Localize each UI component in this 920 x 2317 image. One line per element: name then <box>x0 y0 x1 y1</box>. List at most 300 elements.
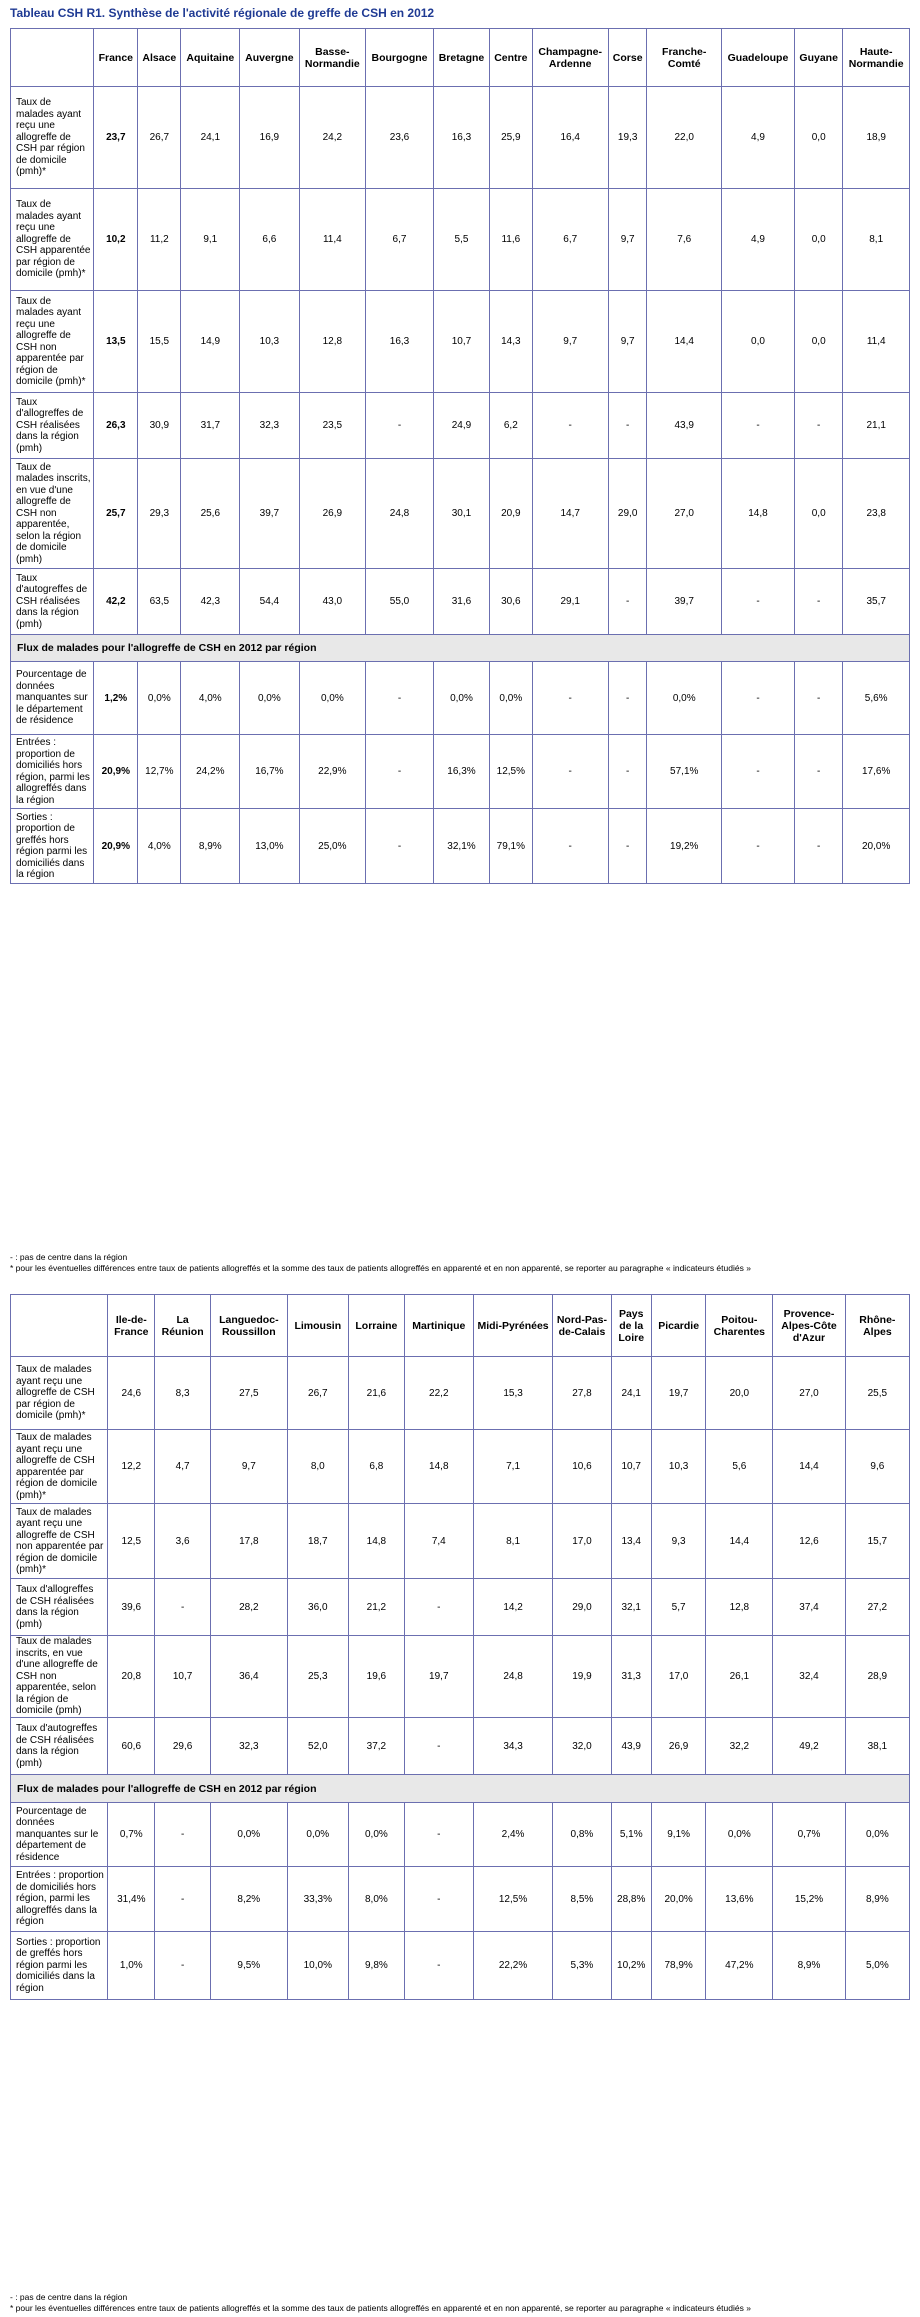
value-cell: 8,9% <box>181 809 240 884</box>
value-cell: - <box>155 1803 211 1867</box>
value-cell: 37,2 <box>348 1718 404 1775</box>
value-cell: 37,4 <box>773 1579 845 1636</box>
value-cell: 7,6 <box>647 189 721 291</box>
value-cell: 19,2% <box>647 809 721 884</box>
value-cell: 11,4 <box>843 291 910 393</box>
value-cell: 2,4% <box>473 1803 553 1867</box>
value-cell: 8,1 <box>473 1504 553 1579</box>
value-cell: 6,8 <box>348 1430 404 1504</box>
value-cell: 20,8 <box>108 1636 155 1718</box>
value-cell: 27,0 <box>647 459 721 569</box>
column-header: Lorraine <box>348 1295 404 1357</box>
value-cell: 32,1% <box>433 809 489 884</box>
row-label: Taux de malades ayant reçu une allogreffe de CSH par région de domicile (pmh)* <box>11 1357 108 1430</box>
row-label: Taux de malades inscrits, en vue d'une allogreffe de CSH non apparentée, selon la région de domicile (pmh) <box>11 459 94 569</box>
value-cell: 21,6 <box>348 1357 404 1430</box>
value-cell: 30,1 <box>433 459 489 569</box>
value-cell: 11,4 <box>299 189 366 291</box>
value-cell: 20,0% <box>651 1867 705 1932</box>
value-cell: 6,7 <box>366 189 434 291</box>
column-header: Rhône-Alpes <box>845 1295 909 1357</box>
value-cell: 24,8 <box>366 459 434 569</box>
value-cell: 8,3 <box>155 1357 211 1430</box>
value-cell: 0,0% <box>845 1803 909 1867</box>
value-cell: - <box>795 809 843 884</box>
value-cell: 19,7 <box>651 1357 705 1430</box>
value-cell: 5,3% <box>553 1932 611 2000</box>
value-cell: 11,2 <box>138 189 181 291</box>
value-cell: 49,2 <box>773 1718 845 1775</box>
value-cell: 0,0 <box>795 291 843 393</box>
value-cell: 20,0% <box>843 809 910 884</box>
table-row <box>11 735 910 809</box>
value-cell: 7,1 <box>473 1430 553 1504</box>
value-cell: 10,2% <box>611 1932 651 2000</box>
value-cell: - <box>532 735 608 809</box>
value-cell: 25,6 <box>181 459 240 569</box>
value-cell: 15,5 <box>138 291 181 393</box>
value-cell: 14,4 <box>647 291 721 393</box>
value-cell: 0,8% <box>553 1803 611 1867</box>
value-cell: 13,6% <box>706 1867 773 1932</box>
value-cell: 13,5 <box>94 291 138 393</box>
column-header: Centre <box>490 29 533 87</box>
column-header: La Réunion <box>155 1295 211 1357</box>
row-label: Taux d'allogreffes de CSH réalisées dans la région (pmh) <box>11 1579 108 1636</box>
value-cell: 8,9% <box>845 1867 909 1932</box>
value-cell: - <box>721 393 794 459</box>
value-cell: 36,4 <box>211 1636 288 1718</box>
table-row <box>11 1579 910 1636</box>
value-cell: 47,2% <box>706 1932 773 2000</box>
value-cell: 19,7 <box>404 1636 473 1718</box>
value-cell: 29,1 <box>532 569 608 635</box>
value-cell: 19,3 <box>608 87 647 189</box>
table-row <box>11 1636 910 1718</box>
value-cell: 9,5% <box>211 1932 288 2000</box>
table-1-notes <box>10 1252 751 1274</box>
value-cell: - <box>366 662 434 735</box>
value-cell: 10,7 <box>155 1636 211 1718</box>
value-cell: 78,9% <box>651 1932 705 2000</box>
corner-cell <box>11 1295 108 1357</box>
table-row <box>11 809 910 884</box>
table-row <box>11 1932 910 2000</box>
column-header: Ile-de-France <box>108 1295 155 1357</box>
value-cell: - <box>608 393 647 459</box>
value-cell: - <box>532 393 608 459</box>
value-cell: 0,0% <box>287 1803 348 1867</box>
value-cell: 11,6 <box>490 189 533 291</box>
value-cell: 28,2 <box>211 1579 288 1636</box>
value-cell: 42,3 <box>181 569 240 635</box>
value-cell: 43,0 <box>299 569 366 635</box>
value-cell: - <box>366 393 434 459</box>
value-cell: 9,1 <box>181 189 240 291</box>
value-cell: 5,5 <box>433 189 489 291</box>
value-cell: 0,0 <box>795 87 843 189</box>
value-cell: 24,1 <box>611 1357 651 1430</box>
value-cell: 18,7 <box>287 1504 348 1579</box>
value-cell: 3,6 <box>155 1504 211 1579</box>
value-cell: 25,3 <box>287 1636 348 1718</box>
table-row <box>11 189 910 291</box>
value-cell: 26,7 <box>287 1357 348 1430</box>
value-cell: 27,5 <box>211 1357 288 1430</box>
value-cell: 12,5 <box>108 1504 155 1579</box>
value-cell: 14,9 <box>181 291 240 393</box>
value-cell: 12,8 <box>706 1579 773 1636</box>
value-cell: 12,7% <box>138 735 181 809</box>
row-label: Taux de malades inscrits, en vue d'une allogreffe de CSH non apparentée, selon la région de domicile (pmh) <box>11 1636 108 1718</box>
value-cell: 8,0 <box>287 1430 348 1504</box>
value-cell: 5,7 <box>651 1579 705 1636</box>
value-cell: 29,0 <box>553 1579 611 1636</box>
value-cell: 14,4 <box>706 1504 773 1579</box>
value-cell: 0,0% <box>647 662 721 735</box>
note-differences: * pour les éventuelles différences entre taux de patients allogreffés et la somme des taux de patients allogreffés en apparenté et en non apparenté, se reporter au paragraphe « indicateurs étudiés » <box>10 2303 751 2313</box>
note-no-centre: - : pas de centre dans la région <box>10 2292 128 2302</box>
column-header: Guadeloupe <box>721 29 794 87</box>
value-cell: 27,0 <box>773 1357 845 1430</box>
column-header: Picardie <box>651 1295 705 1357</box>
value-cell: 0,0 <box>795 189 843 291</box>
value-cell: 6,6 <box>240 189 299 291</box>
value-cell: 13,4 <box>611 1504 651 1579</box>
table-2-notes <box>10 2292 751 2314</box>
value-cell: 39,7 <box>647 569 721 635</box>
value-cell: - <box>366 809 434 884</box>
value-cell: 0,0 <box>721 291 794 393</box>
value-cell: 7,4 <box>404 1504 473 1579</box>
value-cell: 0,0% <box>490 662 533 735</box>
value-cell: - <box>721 735 794 809</box>
value-cell: 0,0% <box>138 662 181 735</box>
value-cell: 16,3% <box>433 735 489 809</box>
value-cell: - <box>795 393 843 459</box>
value-cell: 38,1 <box>845 1718 909 1775</box>
column-header: France <box>94 29 138 87</box>
value-cell: 8,1 <box>843 189 910 291</box>
value-cell: 55,0 <box>366 569 434 635</box>
value-cell: 22,0 <box>647 87 721 189</box>
value-cell: 25,9 <box>490 87 533 189</box>
value-cell: 9,7 <box>532 291 608 393</box>
note-no-centre: - : pas de centre dans la région <box>10 1252 128 1262</box>
value-cell: 27,2 <box>845 1579 909 1636</box>
row-label: Sorties : proportion de greffés hors région parmi les domiciliés dans la région <box>11 809 94 884</box>
value-cell: 10,2 <box>94 189 138 291</box>
value-cell: 32,1 <box>611 1579 651 1636</box>
value-cell: 17,0 <box>651 1636 705 1718</box>
value-cell: 9,8% <box>348 1932 404 2000</box>
value-cell: 9,6 <box>845 1430 909 1504</box>
value-cell: - <box>608 569 647 635</box>
table-row <box>11 1504 910 1579</box>
value-cell: 17,0 <box>553 1504 611 1579</box>
value-cell: 42,2 <box>94 569 138 635</box>
value-cell: 0,0% <box>433 662 489 735</box>
value-cell: 30,6 <box>490 569 533 635</box>
value-cell: 14,7 <box>532 459 608 569</box>
table-row <box>11 1430 910 1504</box>
column-header: Franche-Comté <box>647 29 721 87</box>
value-cell: 20,0 <box>706 1357 773 1430</box>
value-cell: 5,1% <box>611 1803 651 1867</box>
value-cell: 4,9 <box>721 189 794 291</box>
value-cell: 17,8 <box>211 1504 288 1579</box>
value-cell: 24,8 <box>473 1636 553 1718</box>
column-header: Pays de la Loire <box>611 1295 651 1357</box>
value-cell: 14,2 <box>473 1579 553 1636</box>
value-cell: 16,7% <box>240 735 299 809</box>
value-cell: 9,1% <box>651 1803 705 1867</box>
row-label: Taux d'autogreffes de CSH réalisées dans la région (pmh) <box>11 569 94 635</box>
value-cell: 16,3 <box>433 87 489 189</box>
value-cell: 24,9 <box>433 393 489 459</box>
table-row <box>11 1718 910 1775</box>
value-cell: - <box>608 809 647 884</box>
column-header: Bretagne <box>433 29 489 87</box>
row-label: Taux d'autogreffes de CSH réalisées dans la région (pmh) <box>11 1718 108 1775</box>
value-cell: 22,9% <box>299 735 366 809</box>
value-cell: 32,3 <box>240 393 299 459</box>
value-cell: 14,3 <box>490 291 533 393</box>
column-header: Alsace <box>138 29 181 87</box>
table-row <box>11 1867 910 1932</box>
value-cell: 0,0% <box>240 662 299 735</box>
table-row <box>11 1357 910 1430</box>
value-cell: 24,2% <box>181 735 240 809</box>
column-header: Bourgogne <box>366 29 434 87</box>
column-header: Poitou-Charentes <box>706 1295 773 1357</box>
value-cell: - <box>404 1803 473 1867</box>
value-cell: 5,6 <box>706 1430 773 1504</box>
value-cell: - <box>155 1579 211 1636</box>
value-cell: 8,9% <box>773 1932 845 2000</box>
value-cell: - <box>532 809 608 884</box>
value-cell: - <box>795 662 843 735</box>
column-header: Midi-Pyrénées <box>473 1295 553 1357</box>
section-heading: Flux de malades pour l'allogreffe de CSH en 2012 par région <box>11 635 910 662</box>
value-cell: 26,7 <box>138 87 181 189</box>
regional-table-1 <box>10 28 910 884</box>
column-header: Provence-Alpes-Côte d'Azur <box>773 1295 845 1357</box>
value-cell: 19,9 <box>553 1636 611 1718</box>
value-cell: 12,5% <box>490 735 533 809</box>
value-cell: 60,6 <box>108 1718 155 1775</box>
value-cell: 4,7 <box>155 1430 211 1504</box>
value-cell: 10,7 <box>433 291 489 393</box>
row-label: Taux de malades ayant reçu une allogreffe de CSH par région de domicile (pmh)* <box>11 87 94 189</box>
value-cell: 24,2 <box>299 87 366 189</box>
value-cell: 0,0 <box>795 459 843 569</box>
note-differences: * pour les éventuelles différences entre taux de patients allogreffés et la somme des taux de patients allogreffés en apparenté et en non apparenté, se reporter au paragraphe « indicateurs étudiés » <box>10 1263 751 1273</box>
table-row <box>11 569 910 635</box>
section-heading: Flux de malades pour l'allogreffe de CSH en 2012 par région <box>11 1775 910 1803</box>
value-cell: - <box>532 662 608 735</box>
value-cell: 16,9 <box>240 87 299 189</box>
value-cell: 57,1% <box>647 735 721 809</box>
value-cell: 9,7 <box>211 1430 288 1504</box>
value-cell: 14,8 <box>348 1504 404 1579</box>
value-cell: 5,6% <box>843 662 910 735</box>
value-cell: 21,1 <box>843 393 910 459</box>
column-header: Basse-Normandie <box>299 29 366 87</box>
value-cell: 6,2 <box>490 393 533 459</box>
value-cell: 25,5 <box>845 1357 909 1430</box>
value-cell: 25,0% <box>299 809 366 884</box>
value-cell: - <box>404 1579 473 1636</box>
value-cell: 5,0% <box>845 1932 909 2000</box>
column-header: Nord-Pas-de-Calais <box>553 1295 611 1357</box>
value-cell: 34,3 <box>473 1718 553 1775</box>
value-cell: 4,9 <box>721 87 794 189</box>
value-cell: 16,3 <box>366 291 434 393</box>
table-row <box>11 87 910 189</box>
value-cell: 54,4 <box>240 569 299 635</box>
value-cell: 1,2% <box>94 662 138 735</box>
value-cell: 15,3 <box>473 1357 553 1430</box>
value-cell: 9,3 <box>651 1504 705 1579</box>
value-cell: 12,2 <box>108 1430 155 1504</box>
value-cell: 29,6 <box>155 1718 211 1775</box>
value-cell: 12,5% <box>473 1867 553 1932</box>
value-cell: 27,8 <box>553 1357 611 1430</box>
value-cell: 28,9 <box>845 1636 909 1718</box>
value-cell: 29,3 <box>138 459 181 569</box>
value-cell: - <box>795 569 843 635</box>
value-cell: 32,3 <box>211 1718 288 1775</box>
row-label: Sorties : proportion de greffés hors région parmi les domiciliés dans la région <box>11 1932 108 2000</box>
value-cell: 4,0% <box>181 662 240 735</box>
value-cell: 0,0% <box>211 1803 288 1867</box>
value-cell: 10,6 <box>553 1430 611 1504</box>
value-cell: 21,2 <box>348 1579 404 1636</box>
value-cell: - <box>608 735 647 809</box>
value-cell: 23,5 <box>299 393 366 459</box>
value-cell: 52,0 <box>287 1718 348 1775</box>
value-cell: 20,9% <box>94 735 138 809</box>
value-cell: 10,3 <box>651 1430 705 1504</box>
value-cell: 14,4 <box>773 1430 845 1504</box>
row-label: Taux de malades ayant reçu une allogreffe de CSH apparentée par région de domicile (pmh)* <box>11 189 94 291</box>
value-cell: 33,3% <box>287 1867 348 1932</box>
value-cell: 39,6 <box>108 1579 155 1636</box>
value-cell: 23,7 <box>94 87 138 189</box>
value-cell: 15,2% <box>773 1867 845 1932</box>
value-cell: 16,4 <box>532 87 608 189</box>
value-cell: 43,9 <box>647 393 721 459</box>
table-row <box>11 662 910 735</box>
table-row <box>11 393 910 459</box>
value-cell: 29,0 <box>608 459 647 569</box>
page-title: Tableau CSH R1. Synthèse de l'activité régionale de greffe de CSH en 2012 <box>10 6 435 20</box>
table-row <box>11 291 910 393</box>
value-cell: 32,2 <box>706 1718 773 1775</box>
row-label: Pourcentage de données manquantes sur le département de résidence <box>11 1803 108 1867</box>
value-cell: 43,9 <box>611 1718 651 1775</box>
value-cell: 28,8% <box>611 1867 651 1932</box>
value-cell: 0,7% <box>108 1803 155 1867</box>
value-cell: 23,8 <box>843 459 910 569</box>
row-label: Taux d'allogreffes de CSH réalisées dans la région (pmh) <box>11 393 94 459</box>
column-header: Guyane <box>795 29 843 87</box>
value-cell: 10,7 <box>611 1430 651 1504</box>
value-cell: 13,0% <box>240 809 299 884</box>
value-cell: - <box>721 809 794 884</box>
value-cell: 22,2% <box>473 1932 553 2000</box>
value-cell: 15,7 <box>845 1504 909 1579</box>
column-header: Haute-Normandie <box>843 29 910 87</box>
value-cell: 6,7 <box>532 189 608 291</box>
row-label: Taux de malades ayant reçu une allogreffe de CSH non apparentée par région de domicile (pmh)* <box>11 1504 108 1579</box>
value-cell: - <box>155 1867 211 1932</box>
row-label: Entrées : proportion de domiciliés hors région, parmi les allogreffés dans la région <box>11 1867 108 1932</box>
value-cell: 22,2 <box>404 1357 473 1430</box>
value-cell: 0,0% <box>348 1803 404 1867</box>
value-cell: - <box>795 735 843 809</box>
column-header: Aquitaine <box>181 29 240 87</box>
value-cell: 20,9% <box>94 809 138 884</box>
value-cell: 12,8 <box>299 291 366 393</box>
value-cell: 0,0% <box>706 1803 773 1867</box>
value-cell: - <box>155 1932 211 2000</box>
row-label: Taux de malades ayant reçu une allogreffe de CSH non apparentée par région de domicile (pmh)* <box>11 291 94 393</box>
value-cell: - <box>404 1718 473 1775</box>
value-cell: 26,9 <box>299 459 366 569</box>
value-cell: 8,2% <box>211 1867 288 1932</box>
value-cell: 39,7 <box>240 459 299 569</box>
value-cell: 1,0% <box>108 1932 155 2000</box>
value-cell: 32,4 <box>773 1636 845 1718</box>
value-cell: 8,0% <box>348 1867 404 1932</box>
value-cell: 9,7 <box>608 189 647 291</box>
value-cell: 30,9 <box>138 393 181 459</box>
column-header: Martinique <box>404 1295 473 1357</box>
value-cell: 36,0 <box>287 1579 348 1636</box>
value-cell: 31,4% <box>108 1867 155 1932</box>
table-row <box>11 459 910 569</box>
column-header: Champagne-Ardenne <box>532 29 608 87</box>
regional-table-2 <box>10 1294 910 2000</box>
column-header: Languedoc-Roussillon <box>211 1295 288 1357</box>
value-cell: - <box>721 569 794 635</box>
value-cell: 31,7 <box>181 393 240 459</box>
value-cell: 14,8 <box>404 1430 473 1504</box>
value-cell: 26,9 <box>651 1718 705 1775</box>
value-cell: - <box>404 1932 473 2000</box>
value-cell: 14,8 <box>721 459 794 569</box>
value-cell: 79,1% <box>490 809 533 884</box>
value-cell: 31,6 <box>433 569 489 635</box>
value-cell: - <box>366 735 434 809</box>
row-label: Entrées : proportion de domiciliés hors région, parmi les allogreffés dans la région <box>11 735 94 809</box>
value-cell: 24,1 <box>181 87 240 189</box>
value-cell: 4,0% <box>138 809 181 884</box>
value-cell: 8,5% <box>553 1867 611 1932</box>
value-cell: 26,1 <box>706 1636 773 1718</box>
value-cell: 26,3 <box>94 393 138 459</box>
corner-cell <box>11 29 94 87</box>
value-cell: 31,3 <box>611 1636 651 1718</box>
value-cell: 0,7% <box>773 1803 845 1867</box>
row-label: Pourcentage de données manquantes sur le département de résidence <box>11 662 94 735</box>
value-cell: 19,6 <box>348 1636 404 1718</box>
column-header: Auvergne <box>240 29 299 87</box>
value-cell: 24,6 <box>108 1357 155 1430</box>
value-cell: 20,9 <box>490 459 533 569</box>
